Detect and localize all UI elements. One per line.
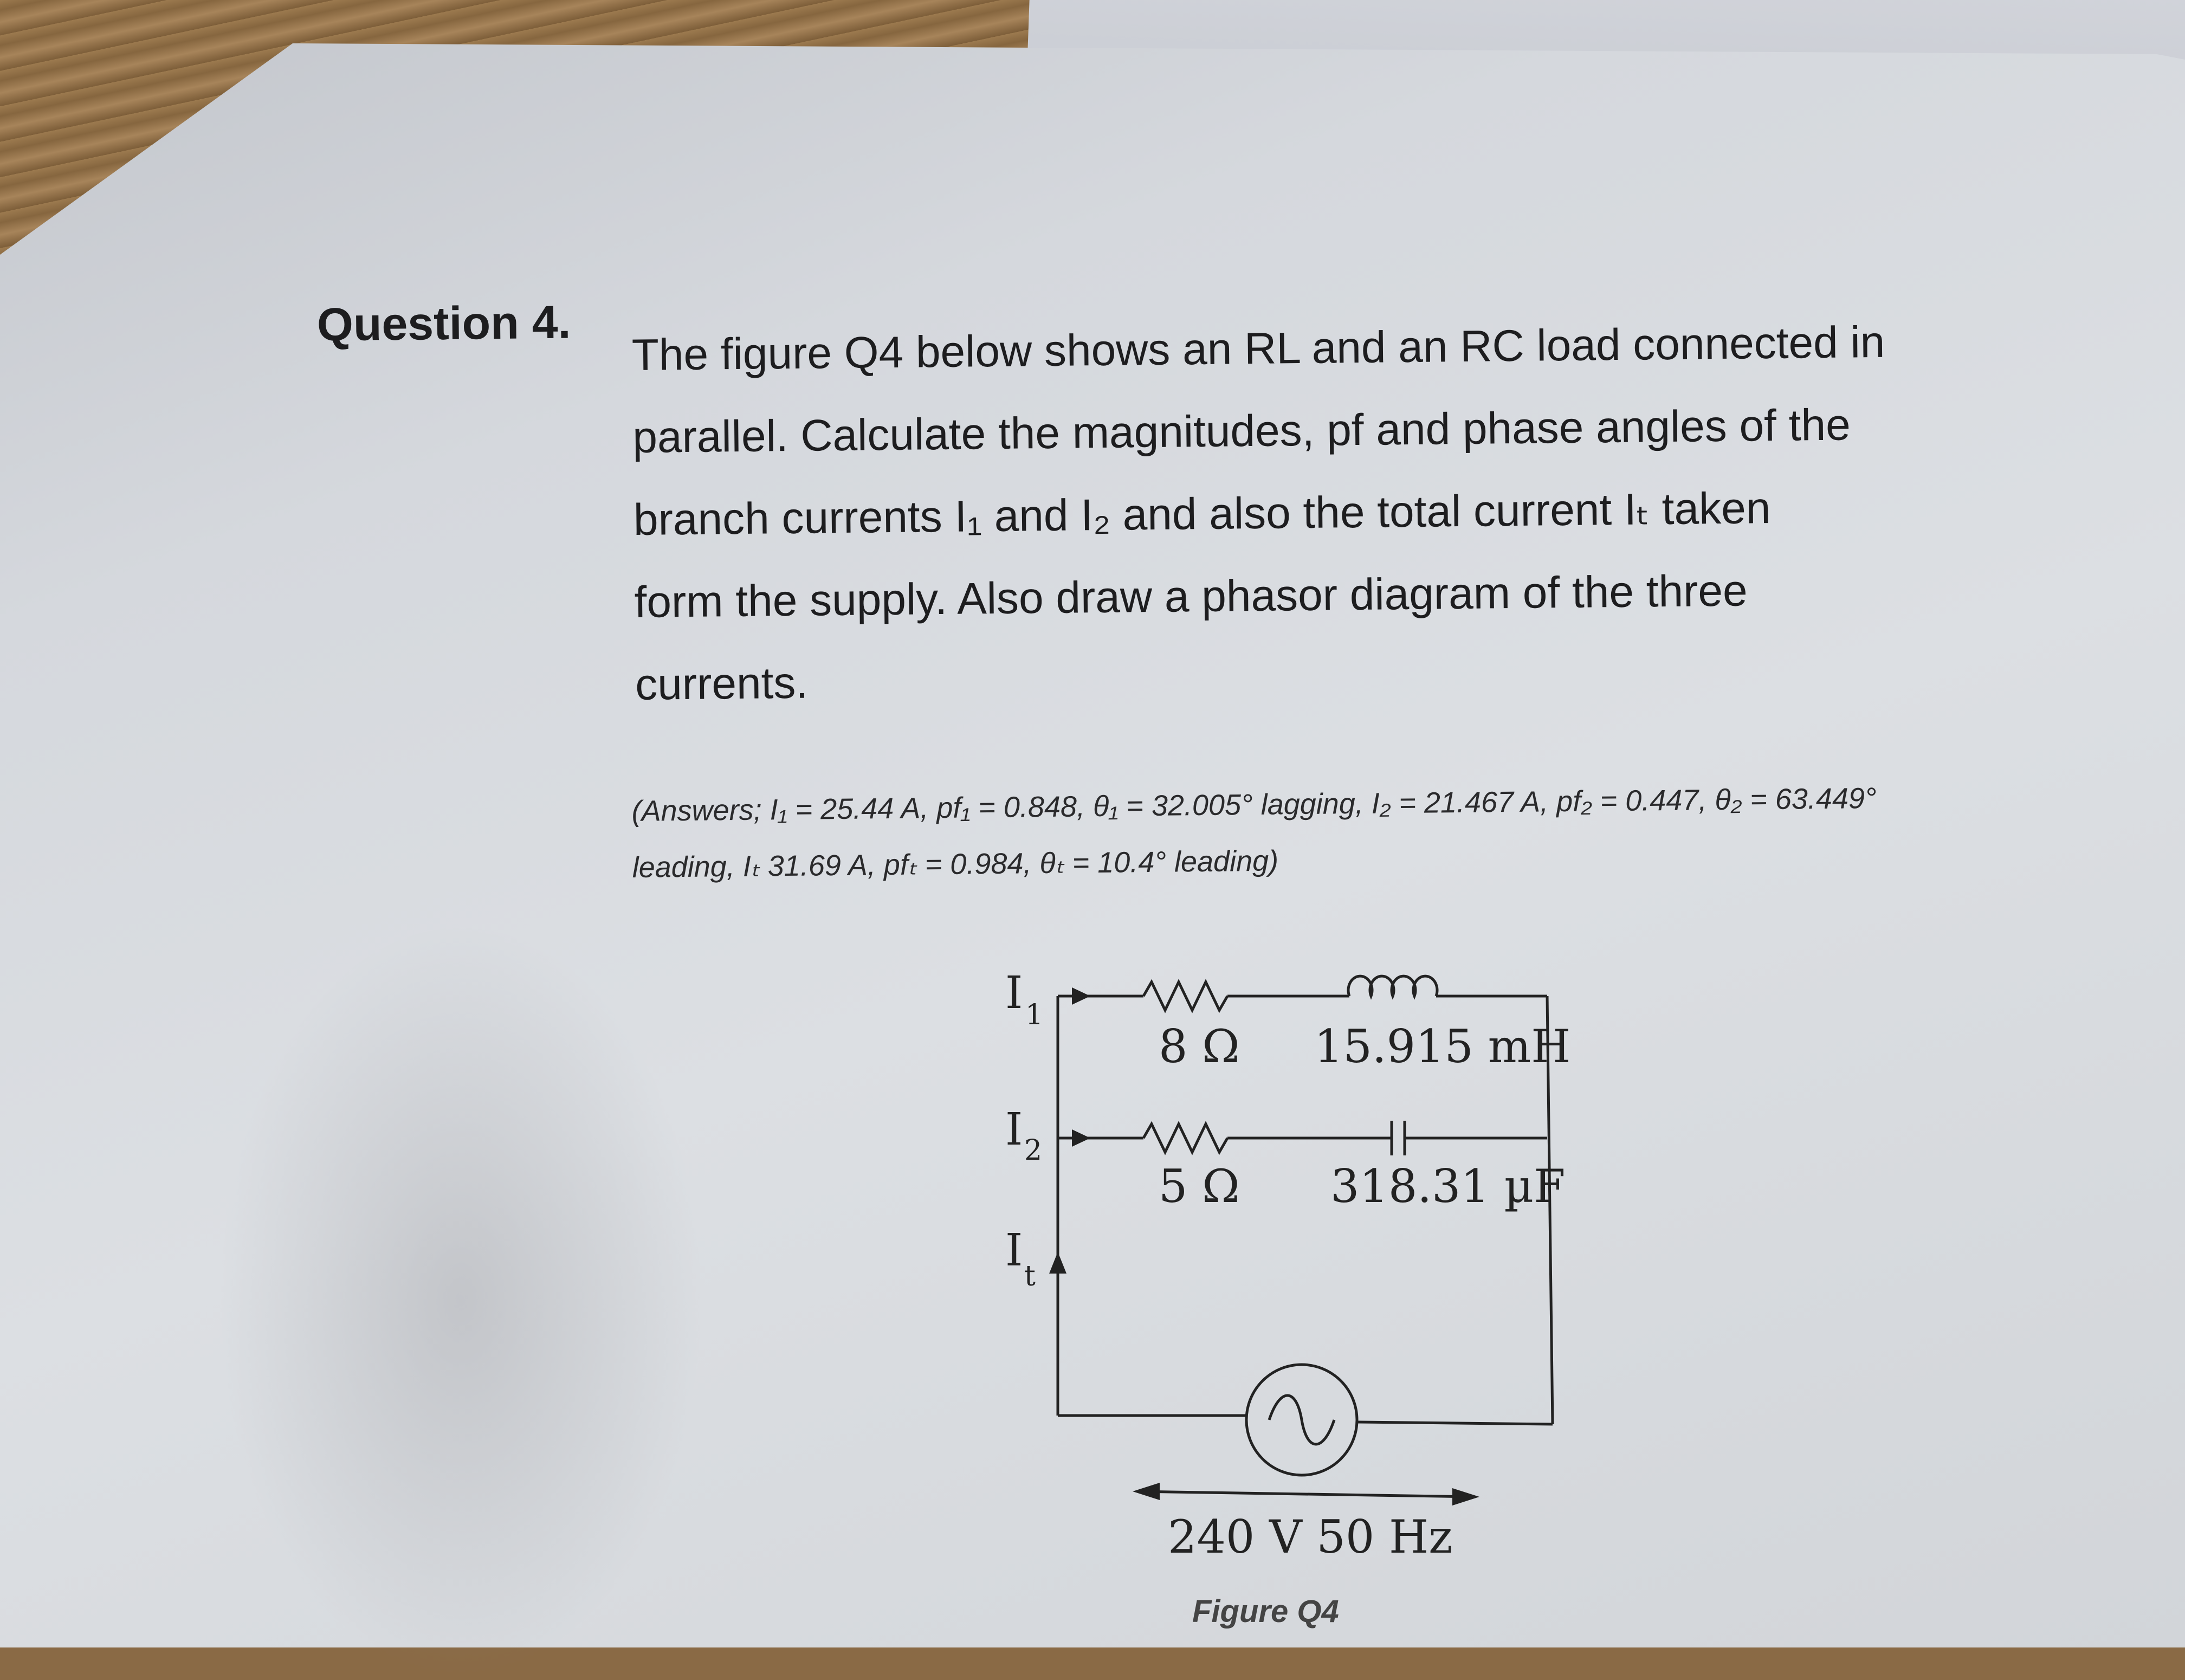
voltage-arrow-right-icon [1452, 1488, 1479, 1505]
inductor-coil [1348, 976, 1437, 996]
arrow-i2-icon [1072, 1129, 1090, 1147]
question-line: The figure Q4 below shows an RL and an RC load connected in [631, 317, 1885, 380]
supply-label: 240 V 50 Hz [1168, 1510, 1453, 1563]
answers-line: (Answers; I₁ = 25.44 A, pf₁ = 0.848, θ₁ = 32.005° lagging, I₂ = 21.467 A, pf₂ = 0.447, θ₂ = 63.449° [631, 781, 1877, 828]
question-label: Question 4. [316, 296, 571, 351]
arrow-i1-icon [1072, 987, 1090, 1005]
inductor-value: 15.915 mH [1314, 1020, 1571, 1073]
ac-source-wave-icon [1269, 1395, 1334, 1444]
bottom-wire-right [1357, 1422, 1553, 1424]
resistor-8-ohm [1143, 982, 1227, 1010]
current-i2-subscript: 2 [1024, 1134, 1043, 1167]
capacitor-value: 318.31 µF [1330, 1160, 1566, 1213]
current-it-label: I [1005, 1225, 1023, 1276]
current-i1-subscript: 1 [1025, 999, 1044, 1031]
question-line: branch currents I₁ and I₂ and also the total current Iₜ taken [633, 483, 1771, 545]
resistor-2-value: 5 Ω [1159, 1160, 1240, 1213]
question-line: currents. [635, 658, 809, 709]
voltage-arrow-line [1138, 1491, 1474, 1497]
figure-caption: Figure Q4 [1192, 1594, 1339, 1629]
answers-line: leading, Iₜ 31.69 A, pfₜ = 0.984, θₜ = 10.4° leading) [632, 844, 1279, 884]
resistor-1-value: 8 Ω [1159, 1020, 1240, 1073]
question-line: form the supply. Also draw a phasor diagram of the three [634, 566, 1748, 627]
current-it-subscript: t [1024, 1260, 1036, 1293]
current-i1-label: I [1005, 967, 1023, 1019]
resistor-5-ohm [1143, 1124, 1227, 1152]
current-i2-label: I [1005, 1104, 1023, 1155]
voltage-arrow-left-icon [1133, 1483, 1160, 1500]
arrow-it-icon [1049, 1252, 1066, 1274]
question-line: parallel. Calculate the magnitudes, pf and phase angles of the [632, 400, 1851, 462]
